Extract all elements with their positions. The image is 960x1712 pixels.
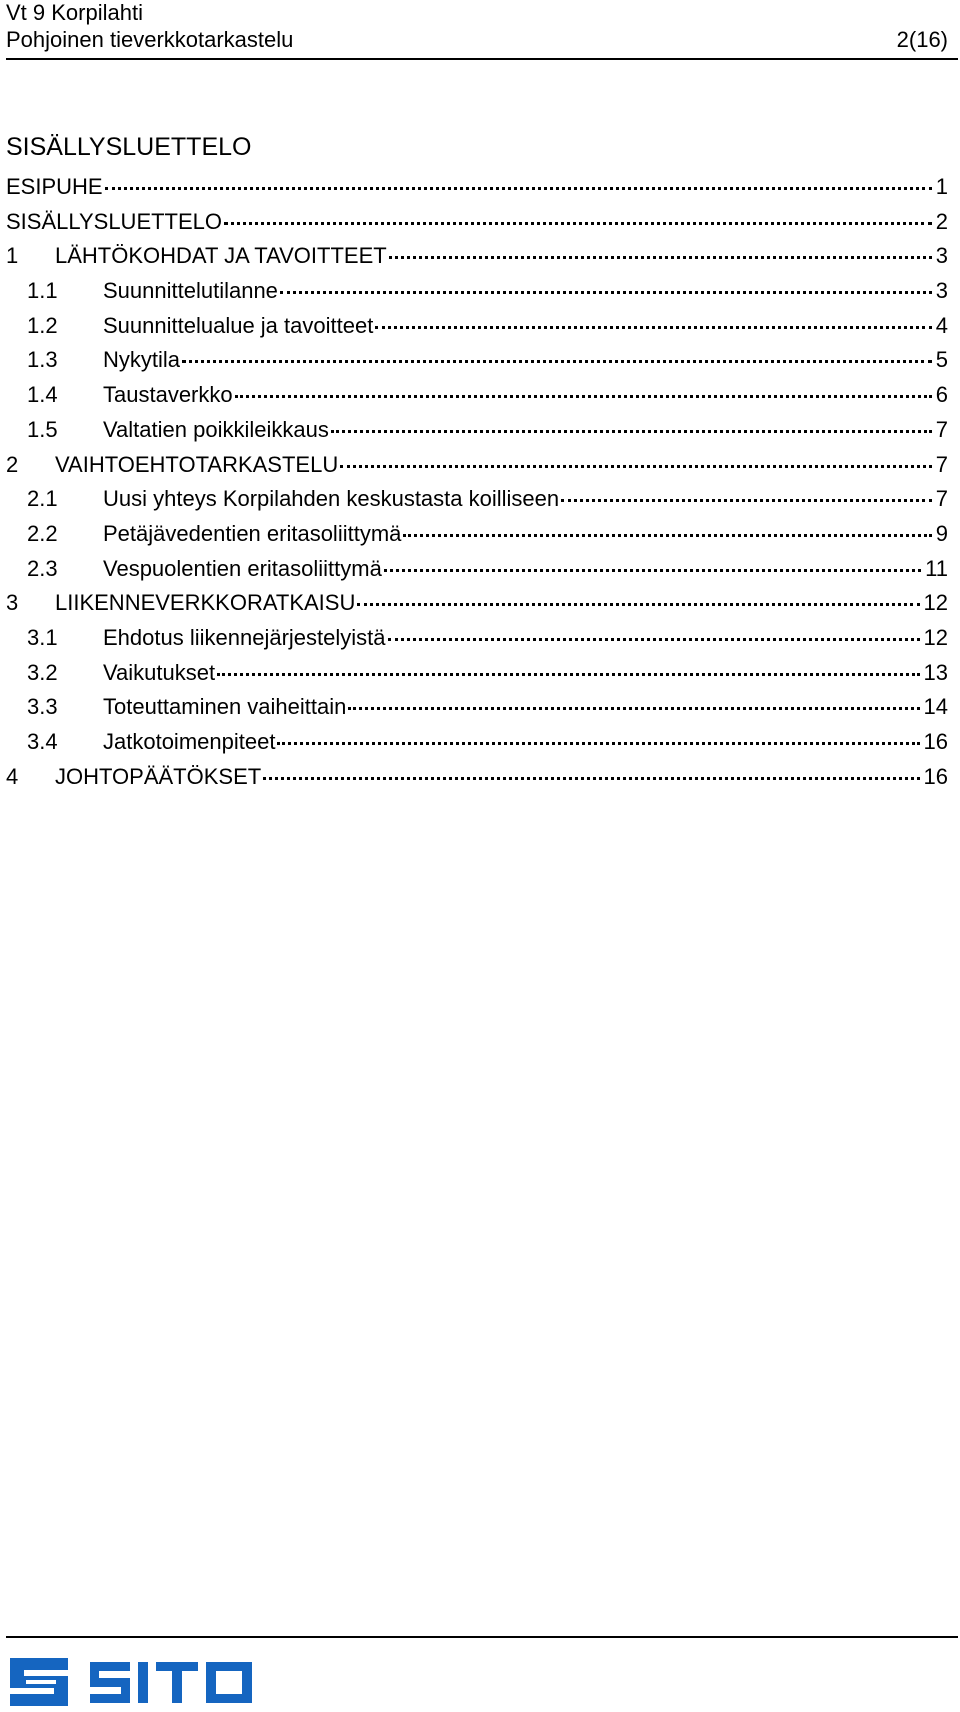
toc-entry-number: 1.3: [27, 347, 58, 373]
toc-entry-page: 6: [935, 382, 948, 408]
toc-entry-page: 16: [923, 763, 948, 789]
toc-entry-number: 2.2: [27, 520, 58, 546]
toc-entry-number: 3.4: [27, 729, 58, 754]
toc-entry-number: 2.1: [27, 486, 58, 512]
toc-entry[interactable]: [6, 517, 948, 552]
toc-entry[interactable]: [6, 239, 948, 274]
toc-entry-title: ESIPUHE: [6, 174, 103, 199]
toc-entry[interactable]: [6, 274, 948, 309]
toc-entry[interactable]: [6, 656, 948, 691]
toc-entry-title: LÄHTÖKOHDAT JA TAVOITTEET: [55, 243, 387, 269]
toc-entry-title: Suunnittelutilanne: [103, 278, 278, 304]
toc-entry-number: 3.3: [27, 694, 58, 720]
toc-heading: SISÄLLYSLUETTELO: [6, 133, 252, 161]
toc-entry-page: 16: [923, 729, 948, 754]
toc-entry-title: Suunnittelualue ja tavoitteet: [103, 312, 374, 338]
toc-leader-dots: [277, 727, 919, 749]
toc-entry-page: 12: [923, 590, 948, 616]
toc-entry-number: 1.5: [27, 416, 58, 442]
toc-leader-dots: [217, 658, 919, 680]
toc-entry-title: SISÄLLYSLUETTELO: [6, 208, 223, 234]
toc-entry-page: 13: [923, 659, 948, 685]
page-footer: [6, 1636, 958, 1711]
toc-entry-title: Taustaverkko: [103, 382, 233, 408]
toc-leader-dots: [331, 415, 932, 437]
table-of-contents: [6, 170, 948, 794]
toc-entry[interactable]: [6, 309, 948, 344]
toc-entry-title: VAIHTOEHTOTARKASTELU: [55, 451, 339, 477]
toc-entry-title: Petäjävedentien eritasoliittymä: [103, 520, 402, 546]
toc-entry-title: Valtatien poikkileikkaus: [103, 416, 329, 442]
page-number: 2(16): [896, 27, 948, 52]
page-header: [6, 0, 958, 60]
toc-entry-page: 3: [935, 278, 948, 304]
toc-entry[interactable]: [6, 343, 948, 378]
toc-leader-dots: [389, 241, 932, 263]
toc-leader-dots: [182, 345, 932, 367]
toc-leader-dots: [384, 554, 921, 576]
toc-entry-page: 7: [935, 451, 948, 477]
toc-entry[interactable]: [6, 205, 948, 240]
toc-leader-dots: [375, 311, 931, 333]
toc-entry-page: 2: [935, 208, 948, 234]
toc-leader-dots: [561, 484, 932, 506]
toc-entry-page: 5: [935, 347, 948, 373]
sito-logo-mark: [10, 1658, 68, 1706]
toc-leader-dots: [340, 450, 932, 472]
toc-entry-number: 1.2: [27, 312, 58, 338]
toc-entry-title: Uusi yhteys Korpilahden keskustasta koilliseen: [103, 486, 560, 512]
toc-entry-number: 2: [6, 451, 19, 477]
toc-entry[interactable]: [6, 621, 948, 656]
toc-leader-dots: [235, 380, 932, 402]
document-title: Pohjoinen tieverkkotarkastelu: [6, 27, 294, 52]
toc-entry[interactable]: [6, 413, 948, 448]
toc-entry[interactable]: [6, 760, 948, 795]
toc-entry[interactable]: [6, 482, 948, 517]
toc-entry-number: 2.3: [27, 555, 58, 581]
toc-entry-page: 14: [923, 694, 948, 720]
toc-entry[interactable]: [6, 725, 948, 760]
toc-entry-page: 9: [935, 520, 948, 546]
project-title: Vt 9 Korpilahti: [6, 0, 143, 25]
toc-entry-title: Toteuttaminen vaiheittain: [103, 694, 347, 720]
toc-entry-title: Ehdotus liikennejärjestelyistä: [103, 624, 386, 650]
toc-entry-number: 3.2: [27, 659, 58, 685]
toc-entry-title: LIIKENNEVERKKORATKAISU: [55, 590, 356, 616]
toc-leader-dots: [403, 519, 931, 541]
toc-leader-dots: [357, 588, 919, 610]
toc-entry[interactable]: [6, 170, 948, 205]
toc-entry-page: 1: [935, 174, 948, 199]
toc-entry-number: 3.1: [27, 624, 58, 650]
toc-entry-title: Vaikutukset: [103, 659, 216, 685]
toc-entry-page: 7: [935, 416, 948, 442]
toc-entry-title: JOHTOPÄÄTÖKSET: [55, 763, 262, 789]
toc-entry[interactable]: [6, 586, 948, 621]
sito-logo-letters: [90, 1662, 252, 1703]
toc-entry-title: Vespuolentien eritasoliittymä: [103, 555, 382, 581]
toc-entry-number: 1: [6, 243, 19, 269]
toc-entry-page: 11: [925, 555, 948, 581]
toc-leader-dots: [224, 207, 932, 229]
toc-entry[interactable]: [6, 690, 948, 725]
toc-entry[interactable]: [6, 378, 948, 413]
toc-leader-dots: [388, 623, 920, 645]
toc-entry[interactable]: [6, 552, 948, 587]
toc-leader-dots: [263, 762, 919, 784]
toc-entry[interactable]: [6, 448, 948, 483]
toc-entry-page: 3: [935, 243, 948, 269]
toc-leader-dots: [280, 276, 932, 298]
toc-entry-page: 7: [935, 486, 948, 512]
toc-entry-title: Jatkotoimenpiteet: [103, 729, 276, 754]
toc-leader-dots: [348, 692, 919, 714]
toc-leader-dots: [105, 172, 932, 194]
toc-entry-title: Nykytila: [103, 347, 181, 373]
toc-entry-number: 1.4: [27, 382, 58, 408]
toc-entry-number: 1.1: [27, 278, 58, 304]
toc-entry-page: 12: [923, 624, 948, 650]
toc-entry-page: 4: [935, 312, 948, 338]
toc-entry-number: 3: [6, 590, 19, 616]
toc-entry-number: 4: [6, 763, 19, 789]
sito-logo: [6, 1652, 266, 1712]
